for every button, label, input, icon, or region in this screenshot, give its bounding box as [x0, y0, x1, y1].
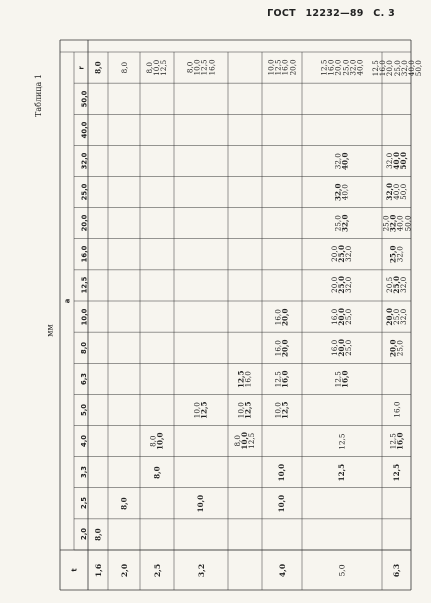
- table-cell: 10,0 12,5: [236, 401, 253, 419]
- table-cell: 16,0 20,0: [273, 308, 290, 326]
- table-cell: 8,0: [119, 497, 129, 510]
- table-cell: 20,0 25,0 32,0: [329, 276, 354, 294]
- table-cell: 12,5: [391, 463, 401, 482]
- group-header: a: [62, 298, 71, 304]
- standard-label: ГОСТ: [267, 8, 296, 19]
- table-cell: 20,0 25,0 32,0: [384, 307, 408, 326]
- table-cell: 10,0: [196, 494, 206, 513]
- table-cell: 12,5 16,0: [236, 370, 253, 388]
- table-cell: 12,5: [337, 433, 347, 450]
- table-cell: 8,0: [93, 528, 103, 541]
- table-cell: 32,0 40,0 50,0: [384, 151, 408, 170]
- row-header: t: [70, 568, 79, 572]
- page-number: С. 3: [373, 8, 395, 19]
- table-cell: 8,0: [93, 61, 103, 74]
- table-cell: 32,0 40,0: [333, 183, 350, 202]
- table-cell: 16,0 20,0 25,0: [329, 338, 354, 357]
- table-cell: 8,0 10,0: [148, 432, 165, 451]
- unit-label: мм: [45, 323, 55, 337]
- row-label: 4,0: [277, 563, 287, 577]
- table-cell: 25,0 32,0 40,0 50,0: [380, 214, 412, 232]
- row-label: 1,6: [93, 563, 103, 577]
- column-header: 25,0: [79, 183, 88, 201]
- column-header: 20,0: [79, 214, 88, 232]
- table-cell: 10,0 12,5: [192, 401, 209, 419]
- table-cell: 16,0: [391, 402, 401, 419]
- table-cell: 32,0 40,0 50,0: [384, 183, 408, 201]
- table-cell: 16,0 20,0: [273, 339, 290, 357]
- column-header: 16,0: [79, 245, 88, 263]
- table-cell: 10,0: [277, 463, 287, 482]
- column-header: 2,5: [80, 497, 89, 510]
- column-header: 12,5: [79, 277, 88, 294]
- table-caption: Таблица 1: [33, 73, 43, 117]
- table-cell: 10,0 12,5: [273, 401, 290, 419]
- column-header: 8,0: [80, 341, 89, 354]
- table-cell: 12,5 16,0: [333, 370, 350, 388]
- table-cell: 25,0 32,0: [388, 245, 405, 264]
- table-cell: 8,0 10,0 12,5 16,0: [185, 59, 217, 76]
- table-cell: 12,5 16,0 20,0 25,0 32,0 40,0: [319, 59, 365, 76]
- standard-number: 12232—89: [305, 8, 364, 19]
- column-header: 50,0: [79, 90, 88, 108]
- table-cell: 12,5: [337, 463, 347, 482]
- table-cell: 12,5 16,0 20,0 25,0 32,0 40,0 50,0: [370, 59, 423, 76]
- column-header: 5,0: [80, 403, 89, 416]
- table-cell: 20,0 25,0 32,0: [329, 245, 354, 263]
- column-header: 2,0: [80, 528, 89, 541]
- column-header: 40,0: [79, 121, 88, 139]
- column-header: 3,3: [80, 466, 89, 479]
- row-label: 2,5: [152, 563, 162, 577]
- row-label: 2,0: [119, 563, 129, 577]
- table-cell: 8,0 10,0 12,5: [232, 432, 257, 450]
- column-header: 6,3: [80, 372, 89, 385]
- table-cell: 10,0 12,5 16,0 20,0: [266, 59, 298, 76]
- column-header: 10,0: [79, 308, 88, 325]
- table-cell: 8,0 10,0 12,5: [145, 59, 169, 76]
- table-cell: 20,5 25,0 32,0: [384, 276, 408, 294]
- table-cell: 12,5 16,0: [273, 370, 290, 388]
- r-column-header: r: [77, 65, 86, 70]
- table-cell: 12,5 16,0: [388, 432, 405, 451]
- table-cell: 16,0 20,0 25,0: [329, 307, 354, 326]
- row-label: 3,2: [196, 563, 206, 577]
- column-header: 32,0: [79, 152, 88, 170]
- column-header: 4,0: [80, 435, 89, 448]
- table-cell: 32,0 40,0: [333, 152, 350, 170]
- table-cell: 8,0: [119, 61, 129, 74]
- row-label: 6,3: [392, 563, 402, 577]
- table-cell: 20,0 25,0: [388, 339, 405, 357]
- table-cell: 10,0: [277, 494, 287, 513]
- row-label: 5,0: [337, 563, 347, 577]
- table-cell: 8,0: [152, 466, 162, 479]
- table-cell: 25,0 32,0: [333, 214, 350, 233]
